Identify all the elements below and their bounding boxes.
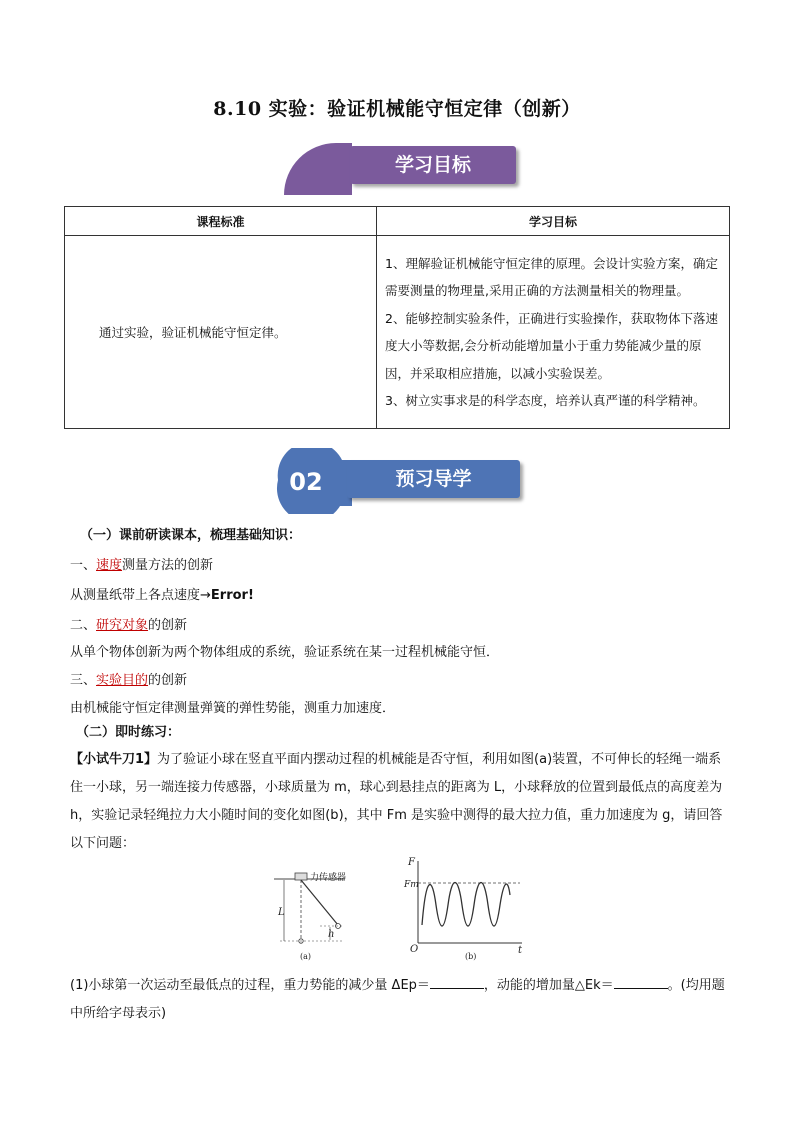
problem-text (70, 746, 730, 858)
item3-heading (70, 669, 187, 688)
answer-blank-2[interactable] (614, 976, 668, 989)
item1-body-text: 从测量纸带上各点速度→ (70, 588, 211, 603)
h-label: h (328, 929, 335, 940)
item2-body: 从单个物体创新为两个物体组成的系统，验证系统在某一过程机械能守恒． (70, 645, 500, 660)
item1-suffix: 测量方法的创新 (122, 558, 214, 573)
banner-number: 02 (289, 468, 323, 496)
answer-blank-1[interactable] (430, 976, 484, 989)
table-row (65, 236, 730, 429)
item1-heading (70, 554, 213, 573)
goal-item: 3、树立实事求是的科学态度，培养认真严谨的科学精神。 (385, 393, 706, 408)
question-text-c: 。(均用题中所给字母表示) (70, 978, 725, 1021)
figure-b (403, 857, 523, 961)
item2-heading (70, 614, 187, 633)
error-text: Error! (210, 588, 254, 603)
item1-prefix: 一、 (70, 558, 97, 573)
item1-key: 速度 (96, 558, 123, 573)
standards-table (64, 206, 730, 429)
O-label: O (410, 944, 419, 955)
experiment-figure (260, 855, 540, 967)
goal-item: 2、能够控制实验条件，正确进行实验操作，获取物体下落速度大小等数据,会分析动能增加量小于重力势能减少量的原因，并采取相应措施，以减小实验误差。 (385, 310, 718, 381)
table-header-row (65, 207, 730, 236)
item1-body (70, 584, 254, 603)
header-goals: 学习目标 (377, 207, 730, 236)
caption-b: (b) (465, 952, 477, 961)
learning-goals-label: 学习目标 (350, 146, 516, 184)
standard-cell: 通过实验，验证机械能守恒定律。 (65, 236, 377, 429)
banner-circle-icon (272, 448, 356, 514)
F-label: F (408, 857, 415, 868)
section1-heading: （一）课前研读课本，梳理基础知识： (80, 528, 302, 543)
goal-item: 1、理解验证机械能守恒定律的原理。会设计实验方案，确定需要测量的物理量,采用正确的方法测量相关的物理量。 (385, 255, 718, 298)
problem-body: 为了验证小球在竖直平面内摆动过程的机械能是否守恒，利用如图(a)装置，不可伸长的轻绳一端系住一小球，另一端连接力传感器，小球质量为 m，球心到悬挂点的距离为 L，小球释放的位置到最低点的高度差为 h，实验记录轻绳拉力大小随时间的变化如图(b)，其中 Fm 是实验中测得的最大拉力值，重力加速度为 g，请回答以下问题： (70, 752, 723, 851)
preview-label: 预习导学 (347, 460, 520, 498)
sensor-label: 力传感器 (310, 873, 347, 883)
L-label: L (278, 907, 285, 918)
header-standard: 课程标准 (65, 207, 377, 236)
item2-suffix: 的创新 (148, 618, 188, 633)
figure-a (274, 871, 346, 961)
question-text-b: ，动能的增加量△Ek＝ (483, 978, 614, 993)
sensor-box (295, 873, 307, 880)
caption-a: (a) (300, 952, 312, 961)
banner-semicircle-icon (276, 139, 356, 199)
item2-prefix: 二、 (70, 618, 97, 633)
item3-body: 由机械能守恒定律测量弹簧的弹性势能，测重力加速度． (70, 701, 396, 716)
string-line (301, 880, 338, 925)
tension-curve (422, 883, 510, 927)
item2-key: 研究对象 (96, 618, 149, 633)
item3-key: 实验目的 (96, 673, 149, 688)
item3-suffix: 的创新 (148, 673, 188, 688)
section2-heading: （二）即时练习： (76, 725, 181, 740)
question-1 (70, 972, 730, 1028)
question-text-a: (1)小球第一次运动至最低点的过程，重力势能的减少量 ΔEp＝ (70, 978, 430, 993)
banner-semicircle-shape (284, 143, 352, 195)
item3-prefix: 三、 (70, 673, 97, 688)
goals-cell (377, 236, 730, 429)
Fm-label: Fm (404, 880, 419, 890)
t-label: t (518, 945, 523, 956)
problem-tag: 【小试牛刀1】 (70, 752, 158, 767)
page-title: 8.10 实验：验证机械能守恒定律（创新） (213, 98, 581, 120)
